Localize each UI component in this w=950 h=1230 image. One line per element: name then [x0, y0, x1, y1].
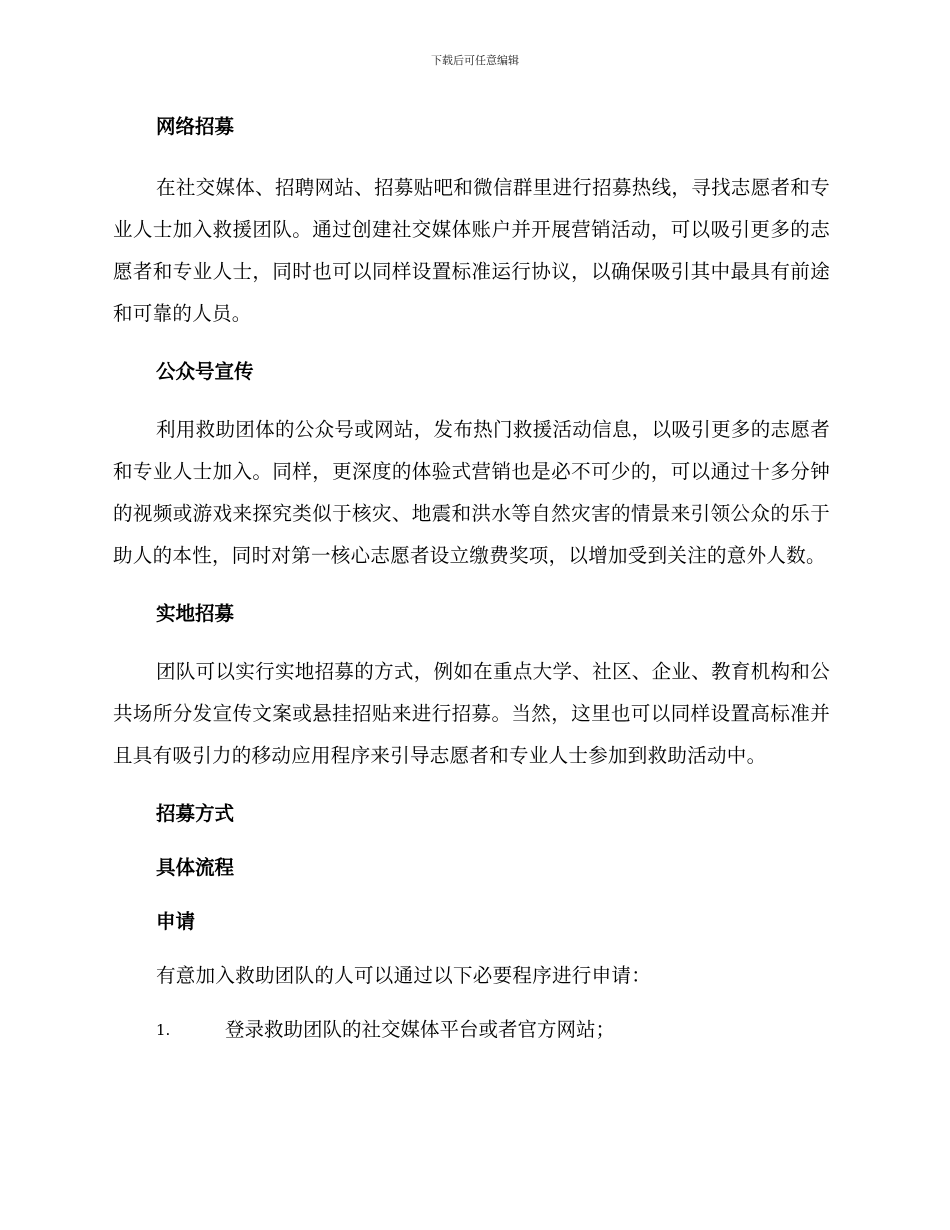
section-official-account-promotion: [113, 355, 830, 577]
section-network-recruitment: [113, 110, 830, 335]
list-item-text: 登录救助团队的社交媒体平台或者官方网站；: [225, 1018, 616, 1041]
section-heading: 公众号宣传: [156, 360, 254, 383]
section-heading-recruitment-methods: 招募方式: [156, 802, 235, 825]
section-heading-specific-process: 具体流程: [156, 856, 235, 879]
section-heading: 网络招募: [156, 115, 235, 138]
section-onsite-recruitment: [113, 597, 830, 777]
list-item: [113, 1013, 830, 1047]
section-paragraph: 团队可以实行实地招募的方式，例如在重点大学、社区、企业、教育机构和公共场所分发宣传文案或悬挂招贴来进行招募。当然，这里也可以同样设置高标准并且具有吸引力的移动应用程序来引导志愿者和专业人士参加到救助活动中。: [113, 660, 830, 767]
section-heading: 申请: [156, 910, 196, 933]
page-header: 下载后可任意编辑: [431, 54, 519, 67]
document-body: [113, 110, 830, 1047]
section-paragraph: 利用救助团体的公众号或网站，发布热门救援活动信息，以吸引更多的志愿者和专业人士加入。同样，更深度的体验式营销也是必不可少的，可以通过十多分钟的视频或游戏来探究类似于核灾、地震和洪水等自然灾害的情景来引领公众的乐于助人的本性，同时对第一核心志愿者设立缴费奖项，以增加受到关注的意外人数。: [113, 418, 830, 567]
section-paragraph: 有意加入救助团队的人可以通过以下必要程序进行申请：: [156, 964, 652, 987]
section-application: [113, 905, 830, 1047]
section-heading: 实地招募: [156, 602, 235, 625]
section-paragraph: 在社交媒体、招聘网站、招募贴吧和微信群里进行招募热线，寻找志愿者和专业人士加入救援团队。通过创建社交媒体账户并开展营销活动，可以吸引更多的志愿者和专业人士，同时也可以同样设置标准运行协议，以确保吸引其中最具有前途和可靠的人员。: [113, 176, 830, 325]
list-item-number: 1.: [156, 1021, 171, 1039]
